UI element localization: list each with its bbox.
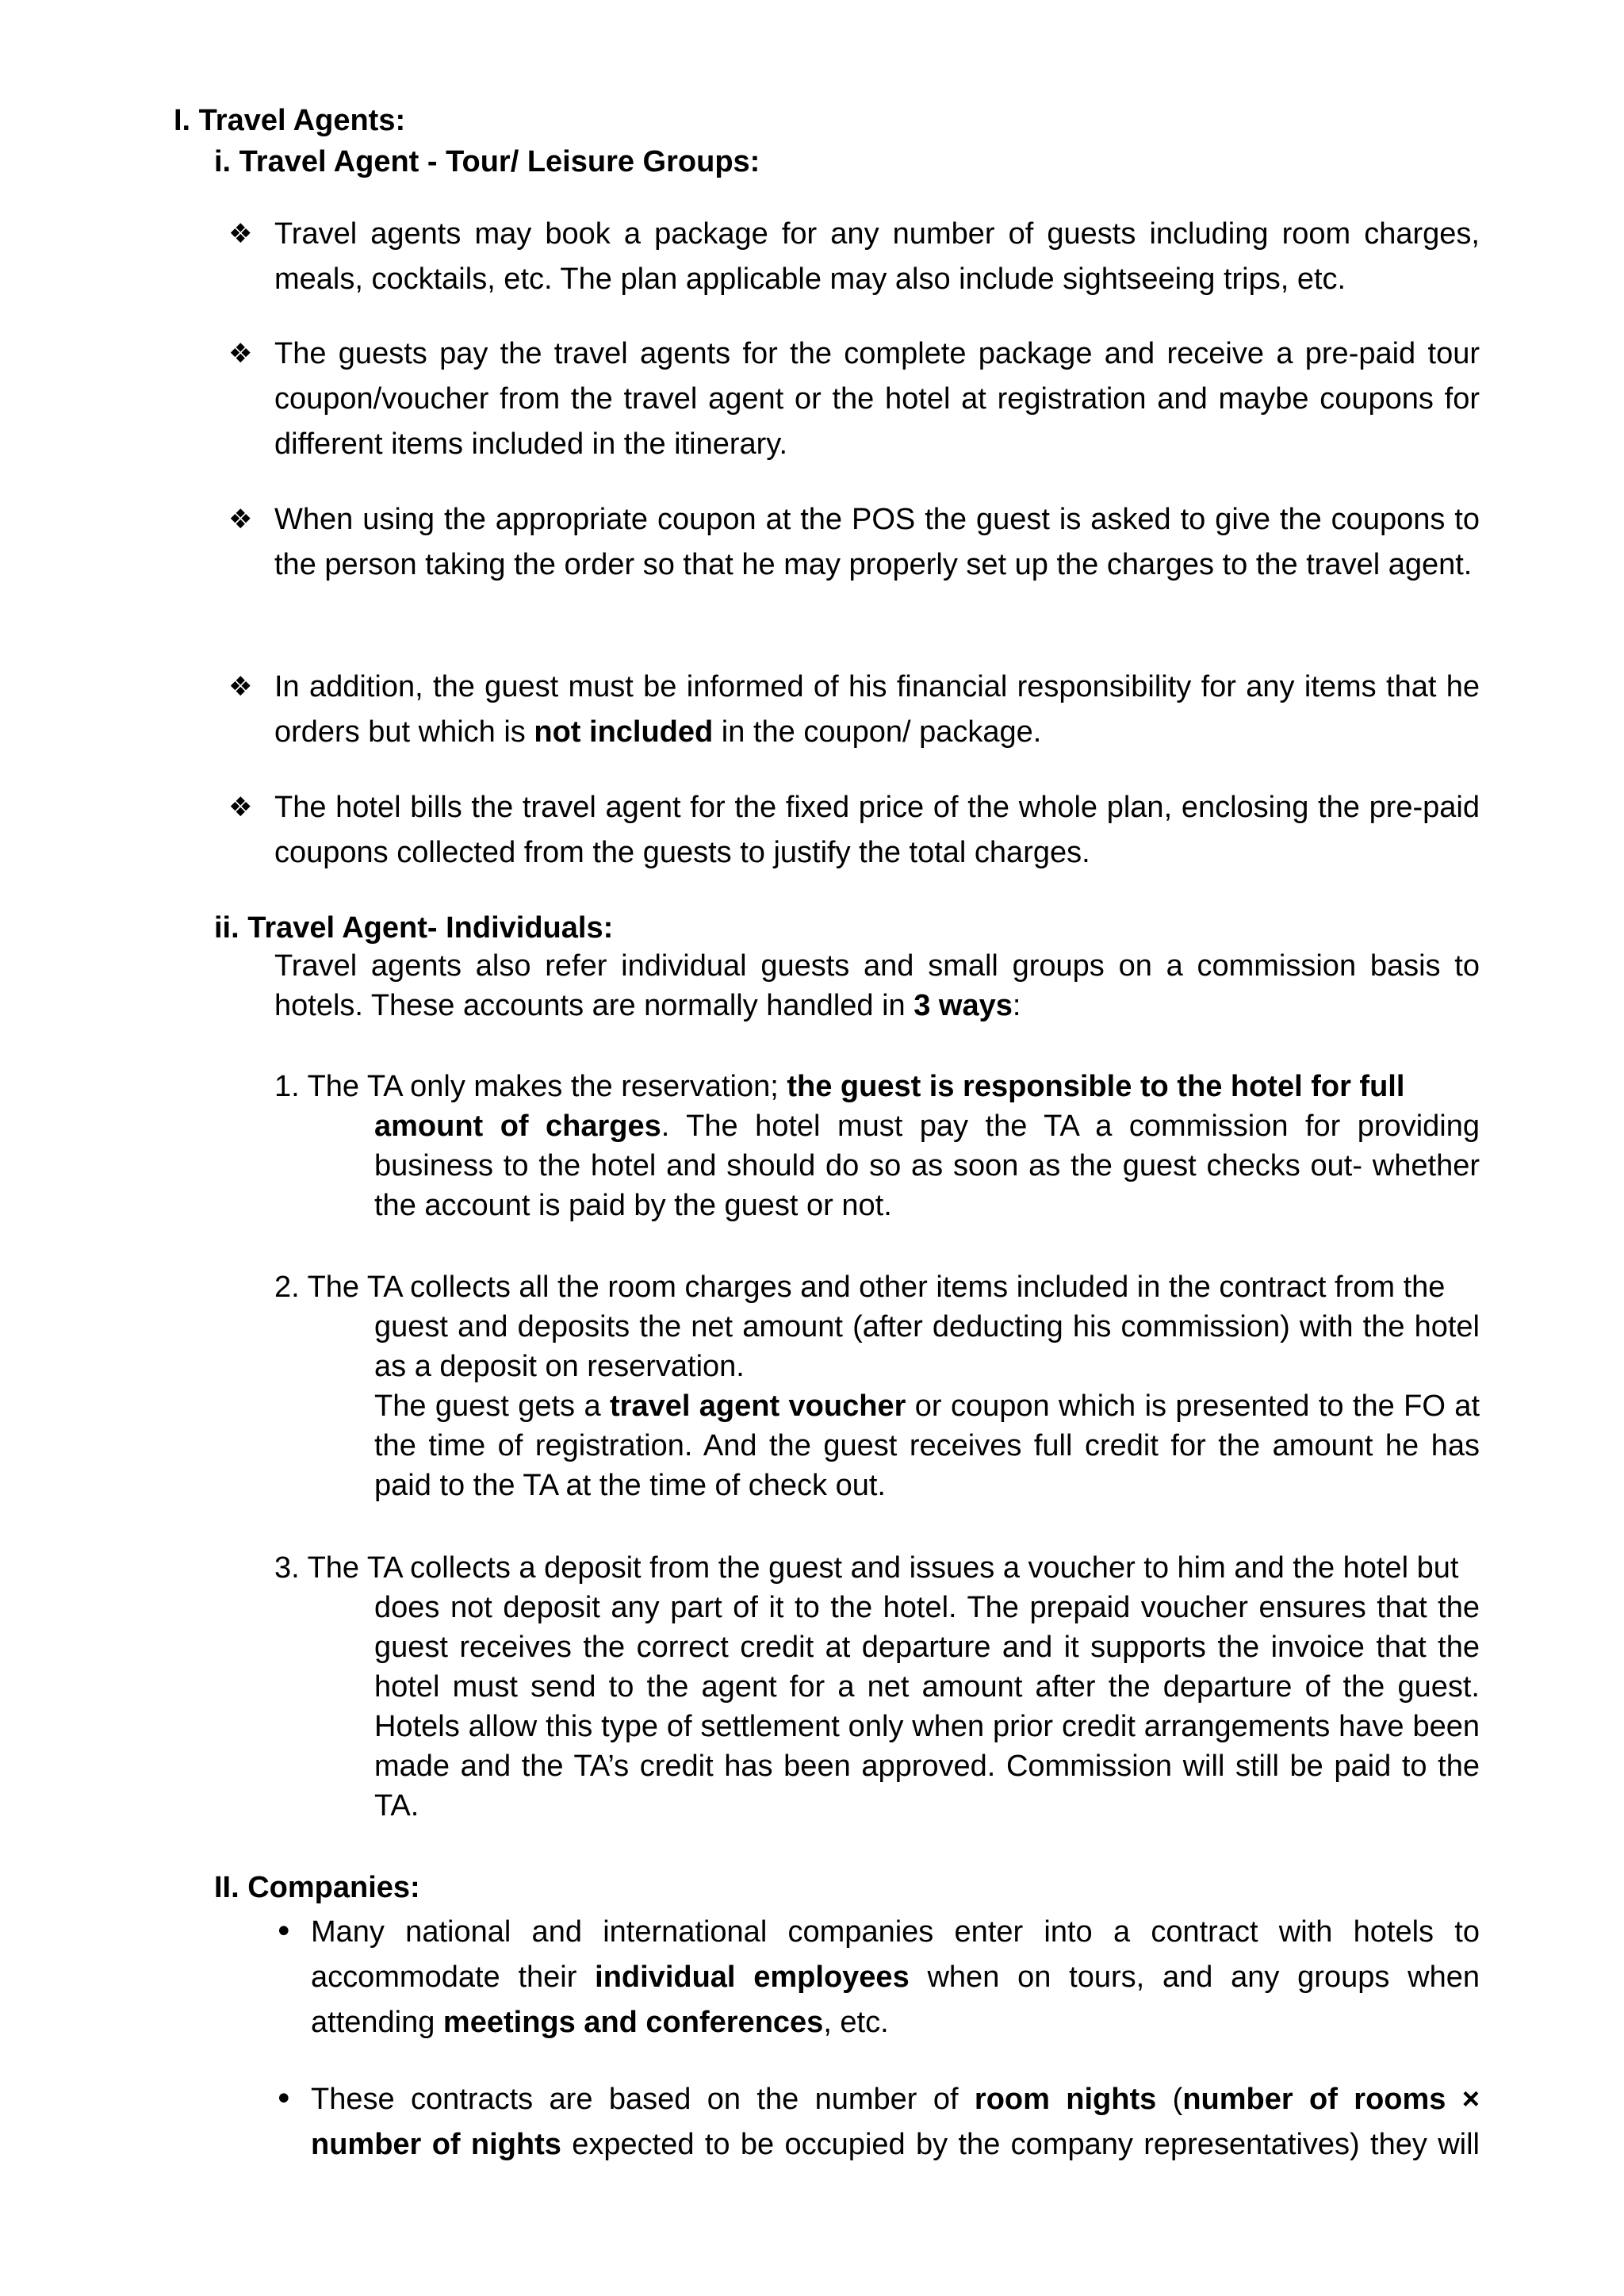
subsection-heading-individuals: ii. Travel Agent- Individuals: [214,911,614,945]
numbered-item-body: amount of charges. The hotel must pay the TA a commission for providing business to the hotel and should do so as soon as the guest checks out- whether the account is paid by the guest or not. [374,1110,1480,1222]
round-bullet-icon: • [274,2081,293,2118]
numbered-item-body: guest and deposits the net amount (after deducting his commission) with the hotel as a deposit on reservation. [374,1310,1480,1383]
bullet-item: When using the appropriate coupon at the POS the guest is asked to give the coupons to the person taking the order so that he may properly set up the charges to the travel agent. [274,503,1480,581]
bullet-item: The guests pay the travel agents for the complete package and receive a pre-paid tour coupon/voucher from the travel agent or the hotel at registration and maybe coupons for different items included in the itinerary. [274,337,1480,461]
diamond-bullet-icon: ❖ [228,218,253,250]
numbered-item-body: does not deposit any part of it to the hotel. The prepaid voucher ensures that the guest receives the correct credit at departure and it supports the invoice that the hotel must send to the agent for a net amount after the departure of the guest. Hotels allow this type of settlement only when prior credit arrangements have been made and the TA’s credit has been approved. Commission will still be paid to the TA. [374,1591,1480,1823]
bullet-item: Travel agents may book a package for any number of guests including room charges, meals, cocktails, etc. The plan applicable may also include sightseeing trips, etc. [274,217,1480,296]
individuals-intro: Travel agents also refer individual guests and small groups on a commission basis to hotels. These accounts are normally handled in 3 ways: [274,949,1480,1022]
bullet-item: The hotel bills the travel agent for the fixed price of the whole plan, enclosing the pre-paid coupons collected from the guests to justify the total charges. [274,791,1480,869]
diamond-bullet-icon: ❖ [228,792,253,823]
bullet-item: These contracts are based on the number of room nights (number of rooms × number of nights expected to be occupied by the company representatives) they will [311,2083,1480,2161]
round-bullet-icon: • [274,1914,293,1950]
numbered-item-body-continued: The guest gets a travel agent voucher or coupon which is presented to the FO at the time of registration. And the guest receives full credit for the amount he has paid to the TA at the time of check out. [374,1389,1480,1502]
diamond-bullet-icon: ❖ [228,338,253,370]
section-heading-companies: II. Companies: [214,1871,420,1904]
bullet-item: Many national and international companies enter into a contract with hotels to accommodate their individual employees when on tours, and any groups when attending meetings and conferences, etc. [311,1915,1480,2039]
numbered-item-first-line: 2. The TA collects all the room charges and other items included in the contract from the [274,1271,1446,1304]
numbered-item-first-line: 1. The TA only makes the reservation; the guest is responsible to the hotel for full [274,1070,1405,1103]
diamond-bullet-icon: ❖ [228,671,253,703]
bullet-item: In addition, the guest must be informed of his financial responsibility for any items that he orders but which is not included in the coupon/ package. [274,670,1480,749]
numbered-item-first-line: 3. The TA collects a deposit from the guest and issues a voucher to him and the hotel but [274,1551,1459,1585]
section-heading-travel-agents: I. Travel Agents: [174,104,406,137]
subsection-heading-tour-leisure: i. Travel Agent - Tour/ Leisure Groups: [214,145,760,178]
diamond-bullet-icon: ❖ [228,504,253,535]
